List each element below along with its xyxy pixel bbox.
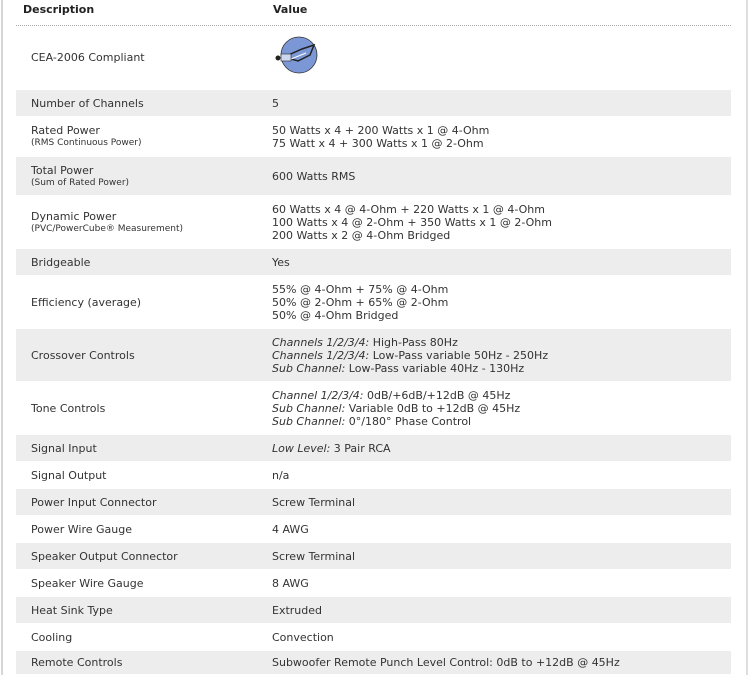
row-value	[271, 469, 289, 482]
value-line	[272, 203, 552, 216]
value-line	[272, 256, 290, 269]
value-line	[272, 496, 355, 509]
row-label: Power Wire Gauge	[31, 522, 132, 536]
row-sublabel: (PVC/PowerCube® Measurement)	[31, 223, 184, 234]
table-row	[16, 570, 731, 597]
right-border	[746, 0, 748, 675]
row-label: CEA-2006 Compliant	[31, 51, 145, 64]
row-value	[271, 97, 279, 110]
row-label: Efficiency (average)	[31, 295, 142, 309]
table-row	[16, 543, 731, 570]
value-text: 50% @ 2-Ohm + 65% @ 2-Ohm	[272, 295, 449, 309]
table-row	[16, 624, 731, 651]
value-text: 8 AWG	[272, 576, 309, 590]
value-text: 50 Watts x 4 + 200 Watts x 1 @ 4-Ohm	[272, 123, 490, 137]
row-value	[271, 256, 290, 269]
table-row	[16, 196, 731, 249]
value-text: 3 Pair RCA	[330, 441, 391, 455]
value-text: 100 Watts x 4 @ 2-Ohm + 350 Watts x 1 @ 2-Ohm	[272, 215, 552, 229]
value-line	[272, 577, 309, 590]
value-text: 4 AWG	[272, 522, 309, 536]
value-emphasis: Sub Channel:	[272, 414, 346, 428]
row-value	[271, 631, 334, 644]
value-emphasis: Channel 1/2/3/4:	[272, 388, 364, 402]
row-description	[16, 210, 271, 235]
row-value	[271, 604, 322, 617]
row-value	[271, 170, 355, 183]
row-value	[271, 496, 355, 509]
table-row	[16, 489, 731, 516]
value-text: Subwoofer Remote Punch Level Control: 0dB to +12dB @ 45Hz	[272, 656, 620, 669]
row-description	[16, 97, 271, 110]
table-row	[16, 90, 731, 117]
row-description	[16, 442, 271, 455]
value-line	[272, 296, 448, 309]
value-line	[272, 97, 279, 110]
row-description	[16, 496, 271, 509]
value-line	[272, 137, 489, 150]
value-text: 50% @ 4-Ohm Bridged	[272, 308, 399, 322]
value-emphasis: Channels 1/2/3/4:	[272, 348, 370, 362]
value-text: Convection	[272, 630, 334, 644]
row-description	[16, 164, 271, 189]
row-description	[16, 550, 271, 563]
value-text: Low-Pass variable 50Hz - 250Hz	[369, 348, 549, 362]
row-label: Tone Controls	[31, 401, 106, 415]
row-value	[271, 523, 309, 536]
value-text: Extruded	[272, 603, 322, 617]
row-value	[271, 389, 520, 428]
row-sublabel: (Sum of Rated Power)	[31, 177, 130, 188]
row-value	[271, 31, 324, 84]
row-label: Dynamic Power	[31, 209, 117, 223]
value-emphasis: Channels 1/2/3/4:	[272, 335, 370, 349]
left-border	[1, 0, 3, 675]
row-label: Speaker Wire Gauge	[31, 576, 144, 590]
table-row	[16, 157, 731, 196]
row-description	[16, 51, 271, 64]
value-text: Variable 0dB to +12dB @ 45Hz	[345, 401, 521, 415]
value-line	[272, 604, 322, 617]
value-text: 60 Watts x 4 @ 4-Ohm + 220 Watts x 1 @ 4-Ohm	[272, 202, 545, 216]
value-line	[272, 283, 448, 296]
value-line	[272, 523, 309, 536]
header-description: Description	[23, 3, 95, 16]
row-description	[16, 402, 271, 415]
row-description	[16, 296, 271, 309]
value-line	[272, 469, 289, 482]
row-description	[16, 256, 271, 269]
row-label: Heat Sink Type	[31, 603, 113, 617]
table-row	[16, 276, 731, 329]
value-line	[272, 309, 448, 322]
row-label: Bridgeable	[31, 255, 91, 269]
row-sublabel: (RMS Continuous Power)	[31, 138, 142, 148]
table-row	[16, 462, 731, 489]
row-value	[271, 442, 391, 455]
row-description	[16, 124, 271, 149]
value-emphasis: Sub Channel:	[272, 401, 346, 415]
row-value	[271, 203, 552, 242]
row-label: Signal Input	[31, 441, 97, 455]
row-description	[16, 349, 271, 362]
row-label: Signal Output	[31, 468, 107, 482]
row-value	[271, 124, 489, 150]
value-line	[272, 656, 620, 669]
value-line	[272, 336, 548, 349]
table-row	[16, 435, 731, 462]
row-value	[271, 656, 620, 669]
value-line	[272, 415, 520, 428]
value-line	[272, 170, 355, 183]
row-label: Crossover Controls	[31, 348, 135, 362]
value-text: 200 Watts x 2 @ 4-Ohm Bridged	[272, 228, 451, 242]
row-value	[271, 336, 548, 375]
value-text: n/a	[272, 468, 290, 482]
row-label: Rated Power	[31, 124, 100, 137]
row-label: Remote Controls	[31, 656, 123, 669]
table-row	[16, 249, 731, 276]
row-label: Number of Channels	[31, 96, 144, 110]
table-row	[16, 382, 731, 435]
value-text: Low-Pass variable 40Hz - 130Hz	[345, 361, 525, 375]
row-value	[271, 577, 309, 590]
row-label: Cooling	[31, 630, 73, 644]
spec-table	[16, 26, 731, 675]
value-line	[272, 362, 548, 375]
row-description	[16, 577, 271, 590]
row-description	[16, 604, 271, 617]
value-line	[272, 442, 391, 455]
row-label: Power Input Connector	[31, 495, 157, 509]
row-description	[16, 656, 271, 669]
table-header	[16, 0, 731, 26]
value-text: High-Pass 80Hz	[369, 335, 458, 349]
row-description	[16, 631, 271, 644]
value-text: Yes	[272, 255, 290, 269]
cea-2006-logo	[272, 31, 324, 81]
value-text: 5	[272, 96, 279, 110]
value-text: 0dB/+6dB/+12dB @ 45Hz	[363, 388, 511, 402]
table-row	[16, 597, 731, 624]
table-row	[16, 516, 731, 543]
value-line	[272, 124, 489, 137]
table-row	[16, 26, 731, 90]
row-description	[16, 523, 271, 536]
value-line	[272, 389, 520, 402]
header-value: Value	[273, 3, 308, 16]
row-label: Total Power	[31, 163, 94, 177]
value-text: 75 Watt x 4 + 300 Watts x 1 @ 2-Ohm	[272, 136, 484, 150]
value-emphasis: Low Level:	[272, 441, 331, 455]
value-text: 600 Watts RMS	[272, 169, 356, 183]
table-row	[16, 117, 731, 157]
table-row	[16, 329, 731, 382]
row-value	[271, 283, 448, 322]
value-line	[272, 349, 548, 362]
row-description	[16, 469, 271, 482]
row-value	[271, 550, 355, 563]
value-text: Screw Terminal	[272, 549, 356, 563]
value-text: Screw Terminal	[272, 495, 356, 509]
value-line	[272, 550, 355, 563]
table-row	[16, 651, 731, 675]
value-line	[272, 216, 552, 229]
value-emphasis: Sub Channel:	[272, 361, 346, 375]
value-line	[272, 229, 552, 242]
value-text: 0°/180° Phase Control	[345, 414, 472, 428]
row-label: Speaker Output Connector	[31, 549, 178, 563]
value-text: 55% @ 4-Ohm + 75% @ 4-Ohm	[272, 282, 449, 296]
value-line	[272, 402, 520, 415]
value-line	[272, 631, 334, 644]
